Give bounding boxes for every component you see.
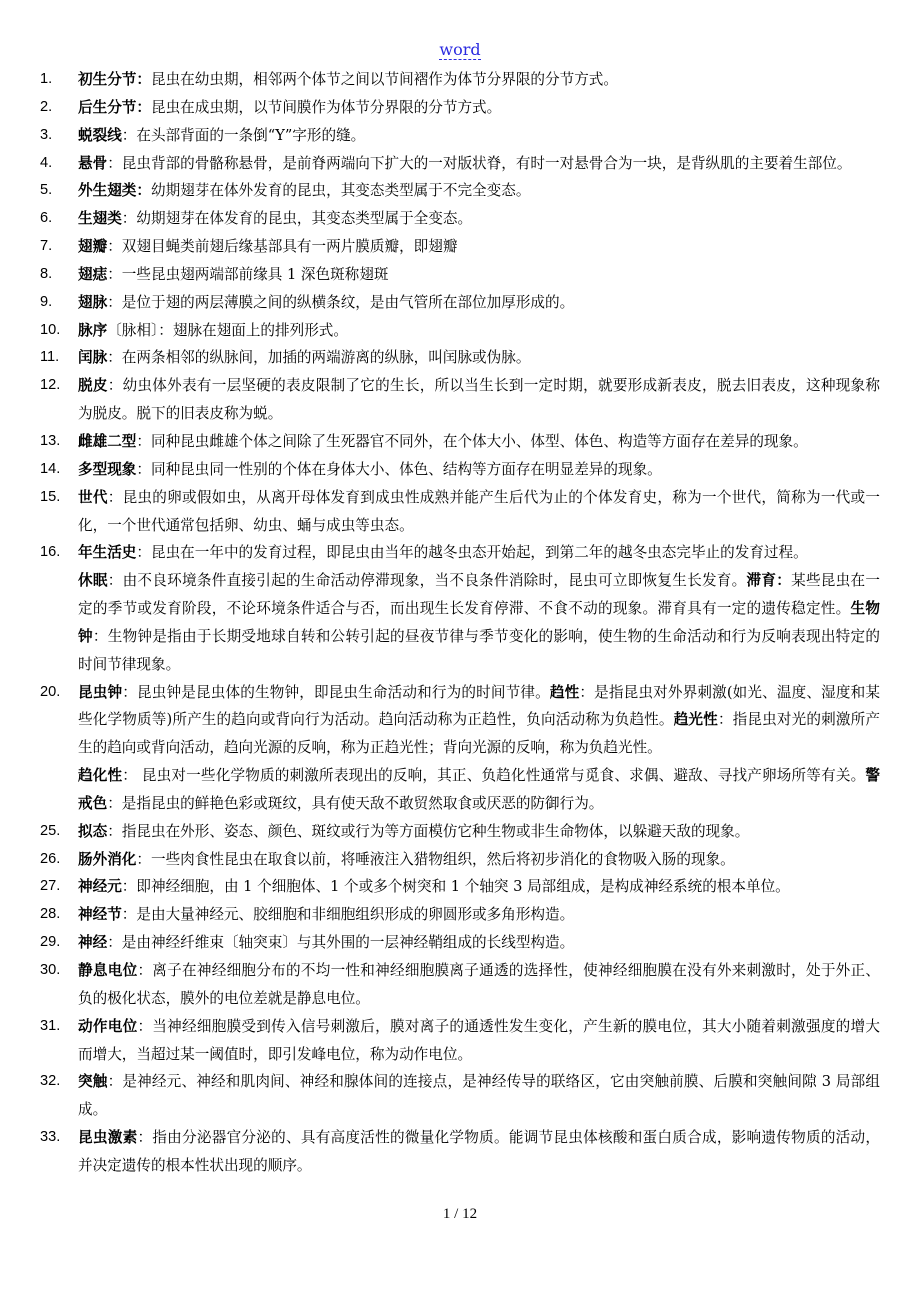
list-item bbox=[40, 372, 880, 428]
list-item bbox=[40, 1124, 880, 1180]
term: 翅瓣 bbox=[78, 238, 108, 256]
item-number: 7. bbox=[40, 238, 53, 255]
definition-text: ：离子在神经细胞分布的不均一性和神经细胞膜离子通透的选择性，使神经细胞膜在没有外来刺激时，处于外正、负的极化状态，膜外的电位差就是静息电位。 bbox=[78, 962, 880, 1007]
definition-text: ：是由神经纤维束〔轴突束〕与其外围的一层神经鞘组成的长线型构造。 bbox=[107, 934, 575, 952]
definition-text: 〔脉相〕：翅脉在翅面上的排列形式。 bbox=[107, 321, 348, 339]
term: 动作电位 bbox=[78, 1017, 138, 1035]
definition-text: ：幼虫体外表有一层坚硬的表皮限制了它的生长，所以当生长到一定时期，就要形成新表皮，脱去旧表皮，这种现象称为脱皮。脱下的旧表皮称为蜕。 bbox=[78, 377, 880, 423]
definition-text: ：一些肉食性昆虫在取食以前，将唾液注入猎物组织，然后将初步消化的食物吸入肠的现象。 bbox=[136, 850, 735, 868]
list-item bbox=[40, 929, 880, 957]
item-number: 25. bbox=[40, 822, 61, 839]
list-item bbox=[40, 261, 880, 289]
definition-text: ：一些昆虫翅两端部前缘具 1 深色斑称翅斑 bbox=[107, 265, 389, 283]
definition-text: ：由不良环境条件直接引起的生命活动停滞现象，当不良条件消除时，昆虫可立即恢复生长发育。 bbox=[107, 572, 747, 590]
term: 休眠 bbox=[78, 572, 108, 590]
list-item bbox=[40, 289, 880, 317]
list-item bbox=[40, 957, 880, 1013]
list-item bbox=[40, 344, 880, 372]
term: 趋性 bbox=[549, 683, 580, 701]
list-item bbox=[40, 818, 880, 846]
definition-text: ：双翅目蝇类前翅后缘基部具有一两片膜质瓣，即翅瓣 bbox=[107, 238, 458, 256]
list-item bbox=[40, 901, 880, 929]
list-item bbox=[40, 94, 880, 122]
item-number: 11. bbox=[40, 349, 60, 366]
item-number: 12. bbox=[40, 377, 61, 394]
term: 翅脉 bbox=[78, 293, 108, 311]
header-link[interactable]: word bbox=[439, 40, 481, 59]
definition-text: ：是指昆虫的鲜艳色彩或斑纹，具有使天敌不敢贸然取食或厌恶的防御行为。 bbox=[107, 794, 604, 812]
definition-text: ：是神经元、神经和肌肉间、神经和腺体间的连接点，是神经传导的联络区，它由突触前膜、后膜和突触间隙 3 局部组成。 bbox=[78, 1073, 880, 1119]
item-number: 2. bbox=[40, 98, 53, 115]
term: 悬骨 bbox=[78, 154, 108, 172]
term: 静息电位 bbox=[78, 962, 138, 979]
term: 滞育： bbox=[746, 572, 792, 590]
item-number: 15. bbox=[40, 488, 61, 505]
term: 雌雄二型 bbox=[78, 432, 137, 450]
item-number: 8. bbox=[40, 265, 53, 282]
list-item bbox=[40, 456, 880, 484]
list-item bbox=[40, 317, 880, 345]
definition-text: ：幼期翅芽在体发育的昆虫，其变态类型属于全变态。 bbox=[121, 210, 473, 228]
item-number: 4. bbox=[40, 154, 53, 171]
item-number: 28. bbox=[40, 906, 61, 923]
list-item bbox=[40, 150, 880, 178]
item-number: 16. bbox=[40, 544, 61, 561]
definition-text: 某些昆虫在一定的季节或发育阶段，不论环境条件适合与否，而出现生长发育停滞、不食不动的现象。滞育具有一定的遗传稳定性。 bbox=[78, 572, 880, 618]
list-item bbox=[40, 205, 880, 233]
definition-text: ：指由分泌器官分泌的、具有高度活性的微量化学物质。能调节昆虫体核酸和蛋白质合成，影响遗传物质的活动，并决定遗传的根本性状出现的顺序。 bbox=[78, 1129, 880, 1174]
definition-text: 昆虫在成虫期，以节间膜作为体节分界限的分节方式。 bbox=[150, 98, 502, 116]
list-item bbox=[40, 428, 880, 456]
term: 多型现象 bbox=[78, 460, 137, 478]
item-number: 10. bbox=[40, 321, 61, 338]
term: 世代 bbox=[78, 488, 108, 506]
item-number: 33. bbox=[40, 1129, 61, 1146]
list-item bbox=[40, 66, 880, 94]
definition-text: ：是位于翅的两层薄膜之间的纵横条纹，是由气管所在部位加厚形成的。 bbox=[107, 293, 575, 311]
item-number: 20. bbox=[40, 683, 61, 700]
definition-list bbox=[40, 66, 880, 1180]
list-item bbox=[40, 1068, 880, 1124]
term: 生物钟 bbox=[78, 600, 880, 645]
definition-text: ：指昆虫对光的刺激所产生的趋向或背向活动，趋向光源的反响，称为正趋光性；背向光源的反响，称为负趋光性。 bbox=[78, 711, 880, 757]
definition-text: ：指昆虫在外形、姿态、颜色、斑纹或行为等方面模仿它种生物或非生命物体，以躲避天敌的现象。 bbox=[107, 822, 750, 840]
definition-text: ：在头部背面的一条倒“Y”字形的缝。 bbox=[121, 126, 366, 144]
item-number: 6. bbox=[40, 210, 53, 227]
list-item bbox=[40, 873, 880, 901]
definition-text: ：同种昆虫雌雄个体之间除了生死器官不同外，在个体大小、体型、体色、构造等方面存在差异的现象。 bbox=[136, 432, 808, 450]
term: 趋光性 bbox=[673, 711, 718, 729]
term: 趋化性 bbox=[78, 767, 123, 785]
definition-text: ：生物钟是指由于长期受地球自转和公转引起的昼夜节律与季节变化的影响，使生物的生命活动和行为反响表现出特定的时间节律现象。 bbox=[78, 627, 880, 673]
term: 昆虫钟 bbox=[78, 683, 123, 701]
page-header bbox=[0, 40, 920, 59]
term: 神经元 bbox=[78, 878, 122, 896]
term: 脉序 bbox=[78, 321, 108, 339]
list-item bbox=[40, 122, 880, 150]
list-item bbox=[40, 539, 880, 678]
definition-text: ：昆虫钟是昆虫体的生物钟，即昆虫生命活动和行为的时间节律。 bbox=[122, 683, 550, 701]
term: 神经节 bbox=[78, 906, 122, 924]
list-item bbox=[40, 233, 880, 261]
term: 脱皮 bbox=[78, 377, 108, 395]
definition-text: ：昆虫在一年中的发育过程，即昆虫由当年的越冬虫态开始起，到第二年的越冬虫态完毕止的发育过程。 bbox=[136, 544, 808, 562]
page-number: 1 / 12 bbox=[442, 1206, 478, 1222]
term: 翅痣 bbox=[78, 265, 108, 283]
list-item bbox=[40, 484, 880, 540]
term: 神经 bbox=[78, 934, 108, 952]
definition-text: ： 昆虫对一些化学物质的刺激所表现出的反响，其正、负趋化性通常与觅食、求偶、避敌、寻找产卵场所等有关。 bbox=[122, 767, 866, 785]
item-number: 3. bbox=[40, 126, 53, 143]
item-number: 1. bbox=[40, 71, 53, 87]
term: 闰脉 bbox=[78, 349, 108, 367]
item-number: 27. bbox=[40, 878, 61, 895]
definition-text: ：是指昆虫对外界刺激(如光、温度、湿度和某些化学物质等)所产生的趋向或背向行为活动。趋向活动称为正趋性，负向活动称为负趋性。 bbox=[78, 683, 880, 729]
definition-text: ：同种昆虫同一性别的个体在身体大小、体色、结构等方面存在明显差异的现象。 bbox=[136, 460, 662, 478]
term: 初生分节： bbox=[78, 71, 151, 88]
term: 后生分节： bbox=[78, 98, 151, 116]
term: 外生翅类： bbox=[78, 182, 151, 200]
term: 蜕裂线 bbox=[78, 126, 122, 144]
list-item bbox=[40, 1013, 880, 1069]
definition-text: 昆虫在幼虫期，相邻两个体节之间以节间褶作为体节分界限的分节方式。 bbox=[150, 71, 618, 88]
item-number: 29. bbox=[40, 934, 61, 951]
term: 突触 bbox=[78, 1073, 108, 1091]
definition-text: ：是由大量神经元、胶细胞和非细胞组织形成的卵圆形或多角形构造。 bbox=[121, 906, 575, 924]
item-number: 26. bbox=[40, 850, 61, 867]
definition-text: ：昆虫的卵或假如虫，从离开母体发育到成虫性成熟并能产生后代为止的个体发育史，称为一个世代，简称为一代或一化，一个世代通常包括卵、幼虫、蛹与成虫等虫态。 bbox=[78, 488, 880, 534]
item-number: 30. bbox=[40, 962, 61, 978]
definition-text: ：在两条相邻的纵脉间，加插的两端游离的纵脉，叫闰脉或伪脉。 bbox=[107, 349, 531, 367]
item-number: 9. bbox=[40, 293, 53, 310]
list-item bbox=[40, 679, 880, 818]
term: 年生活史 bbox=[78, 544, 137, 562]
item-number: 32. bbox=[40, 1073, 61, 1090]
term: 昆虫激素 bbox=[78, 1129, 138, 1147]
definition-text: ：当神经细胞膜受到传入信号刺激后，膜对离子的通透性发生变化，产生新的膜电位，其大小随着刺激强度的增大而增大，当超过某一阈值时，即引发峰电位，称为动作电位。 bbox=[78, 1017, 880, 1063]
list-item bbox=[40, 846, 880, 874]
definition-text: 幼期翅芽在体外发育的昆虫，其变态类型属于不完全变态。 bbox=[150, 182, 531, 200]
term: 肠外消化 bbox=[78, 850, 137, 868]
item-number: 14. bbox=[40, 460, 61, 477]
term: 生翅类 bbox=[78, 210, 122, 228]
item-number: 5. bbox=[40, 182, 53, 199]
list-item bbox=[40, 177, 880, 205]
term: 拟态 bbox=[78, 822, 108, 840]
definition-text: ：昆虫背部的骨骼称悬骨，是前脊两端向下扩大的一对版状脊，有时一对悬骨合为一块，是背纵肌的主要着生部位。 bbox=[107, 154, 852, 172]
item-number: 31. bbox=[40, 1017, 61, 1034]
term: 警戒色 bbox=[78, 767, 880, 812]
definition-text: ：即神经细胞，由 1 个细胞体、1 个或多个树突和 1 个轴突 3 局部组成，是构成神经系统的根本单位。 bbox=[121, 878, 790, 896]
item-number: 13. bbox=[40, 432, 61, 449]
